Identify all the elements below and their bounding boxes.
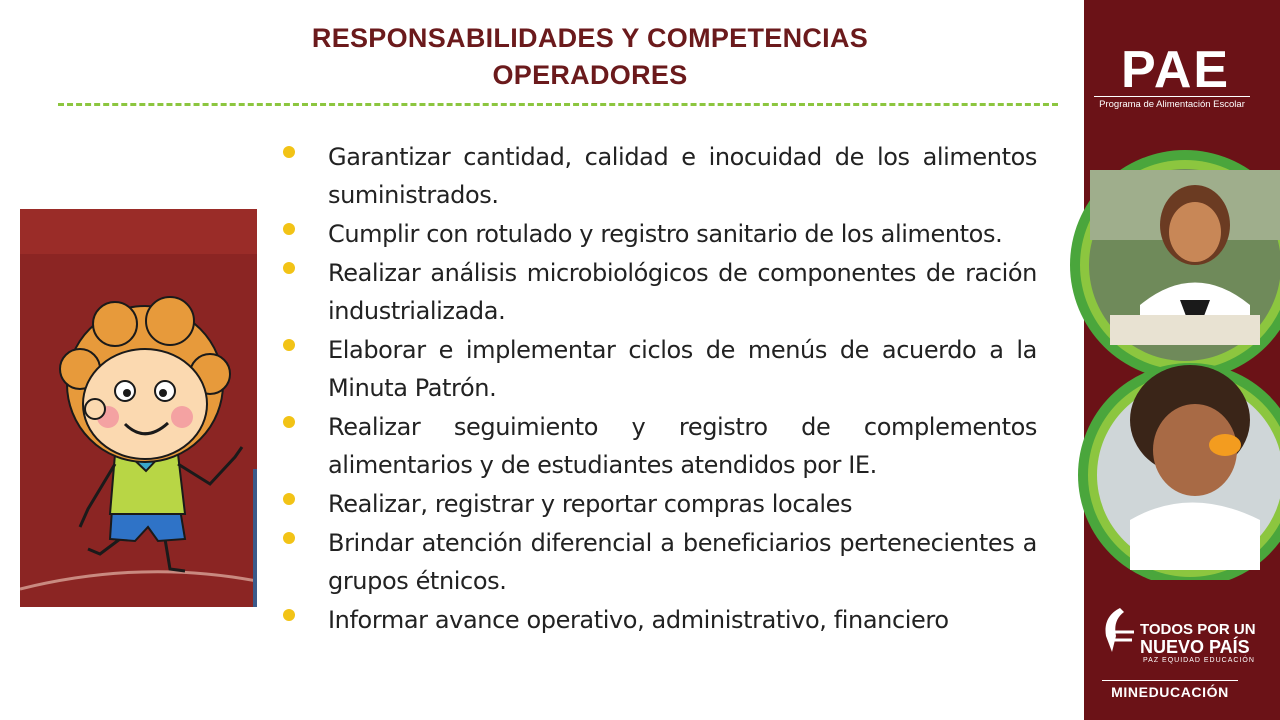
- gov-slogan-line-1: TODOS POR UN: [1140, 621, 1256, 638]
- pae-logo-subtitle: Programa de Alimentación Escolar: [1094, 96, 1250, 110]
- cartoon-boy-illustration: [20, 209, 257, 607]
- bullet-dot-icon: [283, 532, 295, 544]
- list-item: [283, 601, 1037, 639]
- title-line-2: OPERADORES: [492, 60, 688, 90]
- government-slogan: [1140, 622, 1256, 657]
- pae-logo: PAE: [1121, 41, 1231, 99]
- slide-title: [180, 20, 1000, 94]
- list-item-text: Brindar atención diferencial a beneficiarios pertenecientes a grupos étnicos.: [328, 529, 1037, 595]
- list-item-text: Garantizar cantidad, calidad e inocuidad de los alimentos suministrados.: [328, 143, 1037, 209]
- government-emblem-icon: [1100, 606, 1140, 656]
- list-item: [283, 138, 1037, 214]
- student-photos: [1030, 140, 1280, 580]
- gov-slogan-subtitle: PAZ EQUIDAD EDUCACIÓN: [1143, 657, 1255, 664]
- list-item-text: Informar avance operativo, administrativo, financiero: [328, 606, 949, 634]
- title-line-1: RESPONSABILIDADES Y COMPETENCIAS: [311, 23, 869, 53]
- bullet-dot-icon: [283, 339, 295, 351]
- dashed-divider: [58, 103, 1058, 106]
- bullet-dot-icon: [283, 223, 295, 235]
- list-item: [283, 331, 1037, 407]
- list-item-text: Realizar seguimiento y registro de complementos alimentarios y de estudiantes atendidos por IE.: [328, 413, 1037, 479]
- list-item-text: Realizar análisis microbiológicos de componentes de ración industrializada.: [328, 259, 1037, 325]
- list-item-text: Elaborar e implementar ciclos de menús de acuerdo a la Minuta Patrón.: [328, 336, 1037, 402]
- bullet-dot-icon: [283, 146, 295, 158]
- list-item: [283, 485, 1037, 523]
- ministry-label: MINEDUCACIÓN: [1102, 680, 1238, 700]
- list-item-text: Cumplir con rotulado y registro sanitario de los alimentos.: [328, 220, 1003, 248]
- list-item: [283, 408, 1037, 484]
- bullet-dot-icon: [283, 493, 295, 505]
- bullet-dot-icon: [283, 609, 295, 621]
- bullet-dot-icon: [283, 262, 295, 274]
- list-item: [283, 215, 1037, 253]
- boy-icon: [20, 209, 257, 607]
- list-item-text: Realizar, registrar y reportar compras locales: [328, 490, 853, 518]
- list-item: [283, 524, 1037, 600]
- responsibilities-list: [283, 138, 1037, 640]
- gov-slogan-line-2: NUEVO PAÍS: [1140, 637, 1250, 657]
- bullet-dot-icon: [283, 416, 295, 428]
- list-item: [283, 254, 1037, 330]
